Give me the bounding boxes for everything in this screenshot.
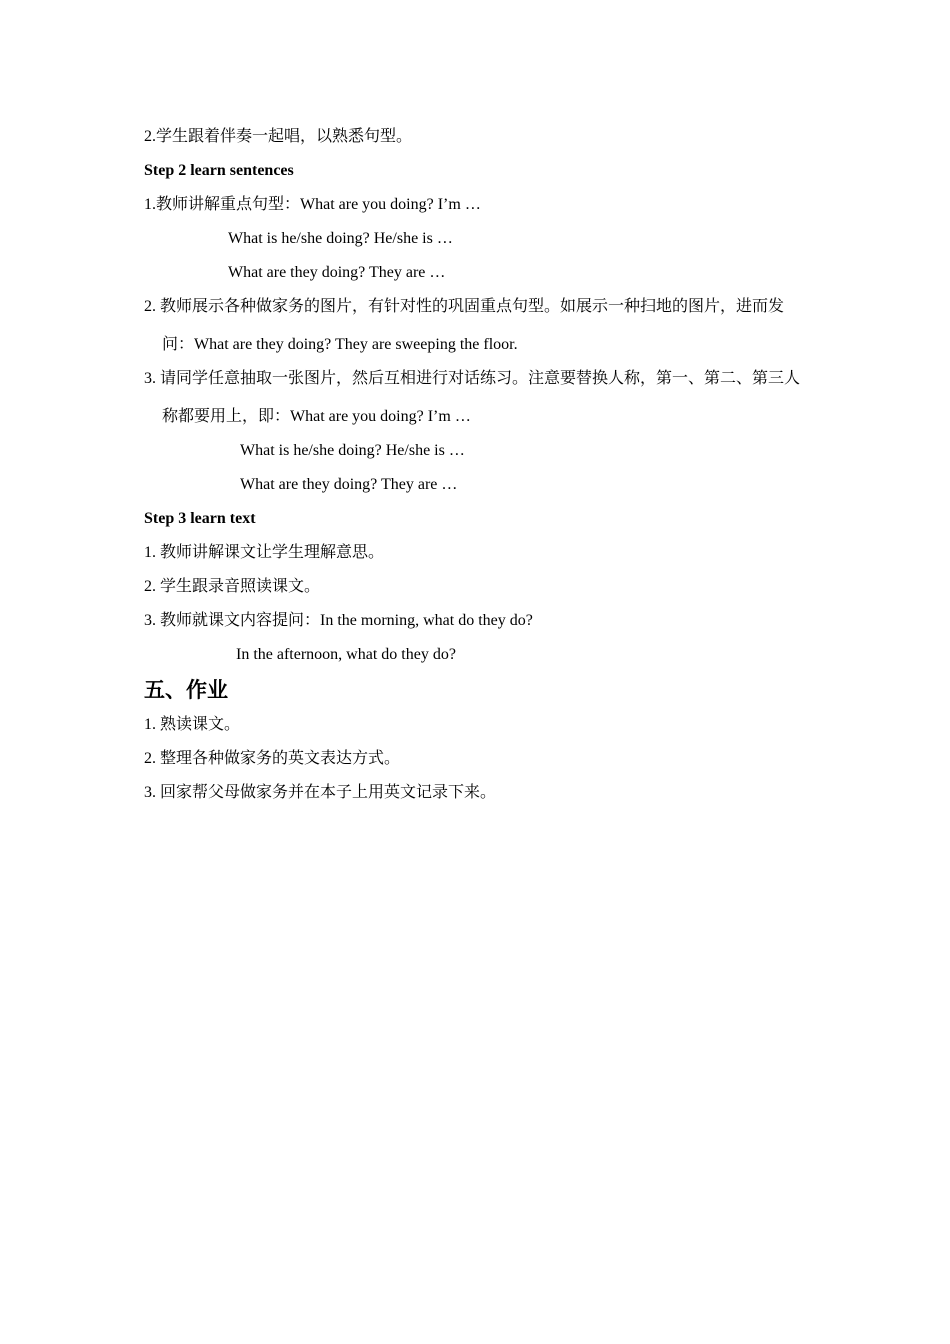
step2-item-3-sentence-2: What is he/she doing? He/she is …: [240, 442, 465, 459]
homework-item-1: 1. 熟读课文。: [144, 716, 241, 733]
homework-item-3: 3. 回家帮父母做家务并在本子上用英文记录下来。: [144, 784, 497, 801]
step2-item-2-continued: 问：What are they doing? They are sweeping the floor.: [162, 336, 518, 353]
step3-item-3: 3. 教师就课文内容提问：In the morning, what do they do?: [144, 612, 533, 629]
step2-item-1-sentence-3: What are they doing? They are …: [228, 264, 446, 281]
step3-heading: Step 3 learn text: [144, 510, 256, 527]
step2-item-2: 2. 教师展示各种做家务的图片，有针对性的巩固重点句型。如展示一种扫地的图片，进而发: [144, 298, 785, 315]
step2-item-3-sentence-3: What are they doing? They are …: [240, 476, 458, 493]
step2-heading: Step 2 learn sentences: [144, 162, 294, 179]
step3-item-1: 1. 教师讲解课文让学生理解意思。: [144, 544, 385, 561]
homework-item-2: 2. 整理各种做家务的英文表达方式。: [144, 750, 401, 767]
step3-item-3-question-2: In the afternoon, what do they do?: [236, 646, 456, 663]
step3-item-2: 2. 学生跟录音照读课文。: [144, 578, 321, 595]
step2-item-3-continued: 称都要用上，即：What are you doing? I’m …: [162, 408, 471, 425]
step2-item-1-sentence-2: What is he/she doing? He/she is …: [228, 230, 453, 247]
step2-item-3: 3. 请同学任意抽取一张图片，然后互相进行对话练习。注意要替换人称，第一、第二、第三人: [144, 370, 801, 387]
step2-item-1: 1.教师讲解重点句型：What are you doing? I’m …: [144, 196, 481, 213]
homework-heading: 五、作业: [144, 678, 228, 702]
step1-item-2: 2.学生跟着伴奏一起唱，以熟悉句型。: [144, 128, 413, 145]
